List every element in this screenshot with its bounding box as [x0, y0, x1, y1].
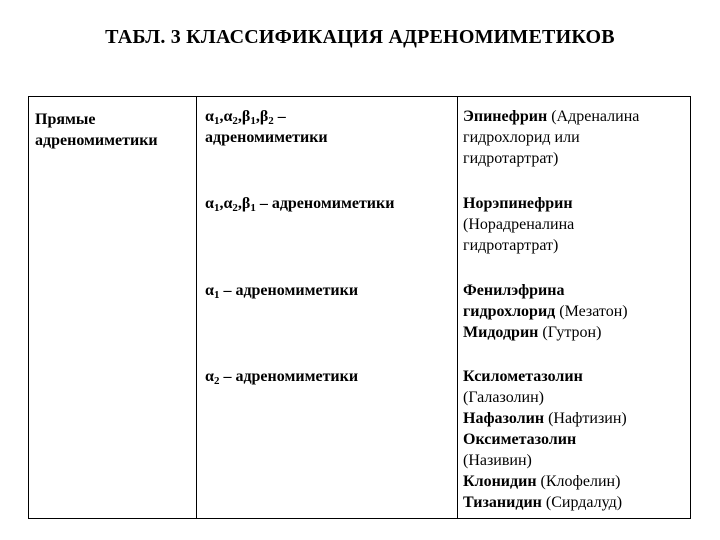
table-bottom-border — [28, 518, 691, 519]
drug-line: Фенилэфрина — [463, 282, 565, 299]
drug-line: (Називин) — [463, 452, 532, 469]
category-line-1: Прямые — [35, 111, 96, 128]
drug-line: Клонидин (Клофелин) — [463, 473, 621, 490]
drug-line: Оксиметазолин — [463, 431, 577, 448]
drug-line: (Галазолин) — [463, 389, 544, 406]
drug-line: Эпинефрин (Адреналина — [463, 108, 640, 125]
drug-line: гидрохлорид или — [463, 129, 580, 146]
table-title: ТАБЛ. 3 КЛАССИФИКАЦИЯ АДРЕНОМИМЕТИКОВ — [105, 26, 615, 48]
drug-line: Мидодрин (Гутрон) — [463, 324, 602, 341]
drug-list-row-4 — [463, 366, 691, 513]
receptor-suffix: – адреномиметики — [219, 368, 359, 385]
drug-list-row-3 — [463, 280, 691, 343]
classification-table — [28, 96, 691, 519]
receptor-list: $\alpha_1$ — [205, 282, 220, 301]
receptor-suffix: – адреномиметики — [219, 282, 359, 299]
receptor-list: $\alpha_2$ — [205, 368, 220, 387]
receptor-suffix: – адреномиметики — [255, 195, 395, 212]
receptor-group-row-4 — [205, 366, 358, 387]
drug-line: гидротартрат) — [463, 150, 559, 167]
receptor-list: $\alpha_1,\alpha_2,\beta_1,\beta_2$ — [205, 108, 274, 127]
drug-list-row-1 — [463, 106, 691, 169]
drug-line: гидрохлорид (Мезатон) — [463, 303, 628, 320]
category-line-2: адреномиметики — [35, 132, 158, 149]
receptor-group-row-1 — [205, 106, 328, 148]
drug-line: Нафазолин (Нафтизин) — [463, 410, 627, 427]
receptor-suffix-line-2: адреномиметики — [205, 129, 328, 146]
receptor-suffix: – — [273, 108, 286, 125]
receptor-group-row-3 — [205, 280, 358, 301]
receptor-list: $\alpha_1,\alpha_2,\beta_1$ — [205, 195, 256, 214]
drug-line: (Норадреналина — [463, 216, 575, 233]
drug-line: Тизанидин (Сирдалуд) — [463, 494, 623, 511]
receptor-group-row-2 — [205, 193, 394, 214]
column-divider-1 — [196, 97, 197, 519]
drug-line: Норэпинефрин — [463, 195, 573, 212]
drug-line: Ксилометазолин — [463, 368, 583, 385]
drug-list-row-2 — [463, 193, 691, 256]
column-divider-2 — [457, 97, 458, 519]
category-cell — [35, 109, 195, 151]
drug-line: гидротартрат) — [463, 237, 559, 254]
